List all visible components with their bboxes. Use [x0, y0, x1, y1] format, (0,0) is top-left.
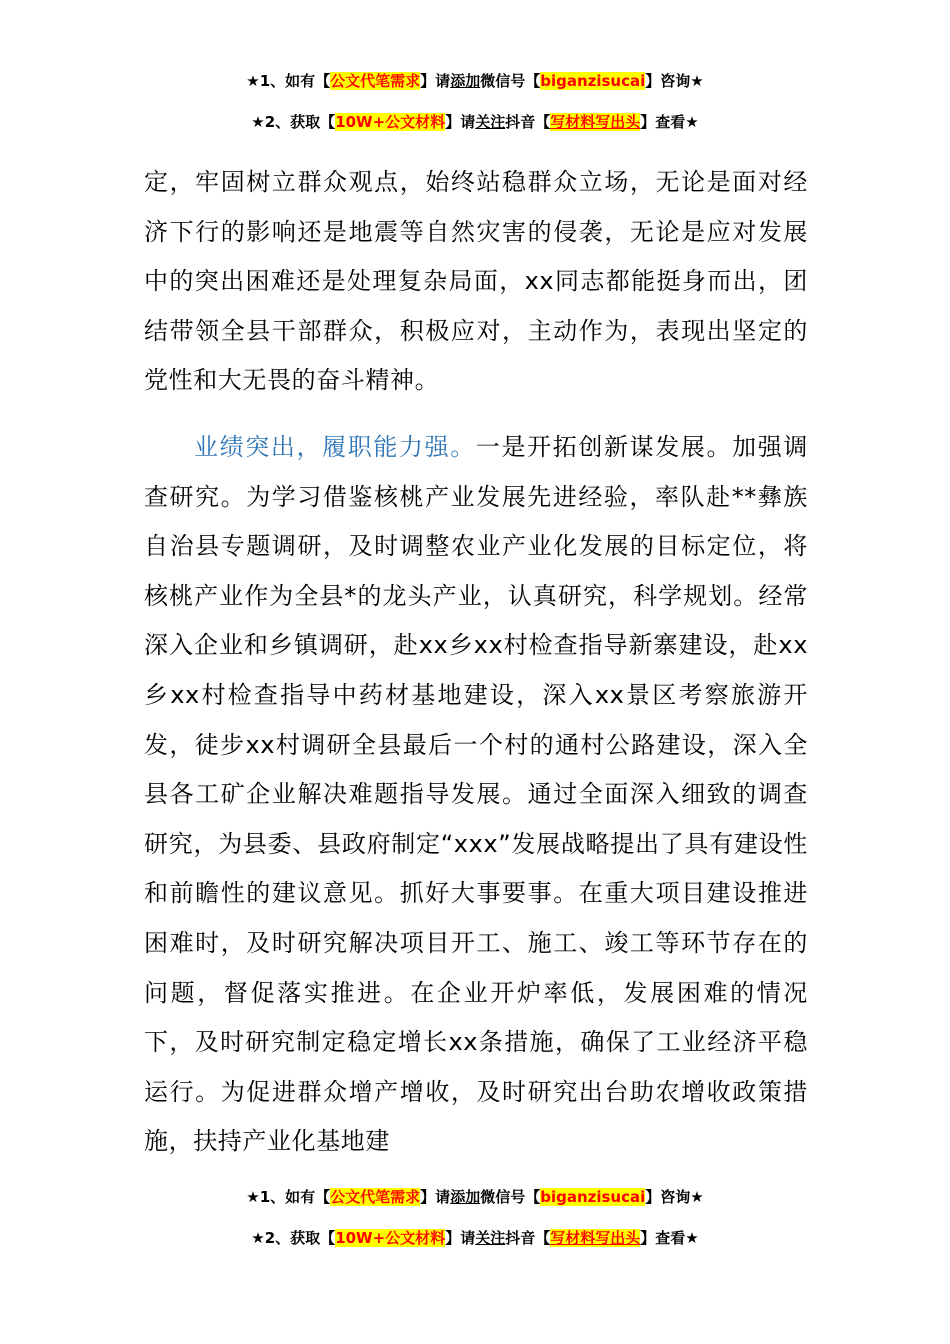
body-paragraph-1 [144, 158, 808, 406]
bottom-banner-line-2 [0, 1226, 950, 1250]
banner-mid: 抖音【 [505, 113, 551, 131]
banner-highlight-service: 公文代笔需求 [330, 72, 421, 90]
banner-underline-follow: 关注 [475, 113, 506, 131]
banner-mid: 】请 [420, 72, 451, 90]
paragraph-text: 定，牢固树立群众观点，始终站稳群众立场，无论是面对经济下行的影响还是地震等自然灾害的侵袭，无论是应对发展中的突出困难还是处理复杂局面，xx同志都能挺身而出，团结带领全县干部群众，积极应对，主动作为，表现出坚定的党性和大无畏的奋斗精神。 [144, 168, 808, 395]
banner-mid: 】请 [420, 1188, 451, 1206]
banner-underline-follow: 关注 [475, 1229, 506, 1247]
banner-underline-add: 添加 [450, 72, 481, 90]
banner-highlight-wechat-id: biganzisucai [540, 1188, 646, 1206]
banner-suffix: 】咨询★ [645, 72, 704, 90]
banner-highlight-douyin: 写材料写出头 [550, 1229, 641, 1247]
banner-highlight-wechat-id: biganzisucai [540, 72, 646, 90]
paragraph-with-heading [144, 423, 808, 1167]
banner-highlight-materials: 10W+公文材料 [335, 113, 446, 131]
banner-underline-add: 添加 [450, 1188, 481, 1206]
top-banner-line-2 [0, 110, 950, 134]
bottom-banner-line-1 [0, 1185, 950, 1209]
top-banner-line-1 [0, 69, 950, 93]
banner-suffix: 】查看★ [640, 113, 699, 131]
banner-prefix: ★2、获取【 [251, 1229, 336, 1247]
banner-prefix: ★1、如有【 [246, 72, 331, 90]
paragraph-text: 一是开拓创新谋发展。加强调查研究。为学习借鉴核桃产业发展先进经验，率队赴**彝族自治县专题调研，及时调整农业产业化发展的目标定位，将核桃产业作为全县*的龙头产业，认真研究，科学规划。经常深入企业和乡镇调研，赴xx乡xx村检查指导新寨建设，赴xx乡xx村检查指导中药材基地建设，深入xx景区考察旅游开发，徒步xx村调研全县最后一个村的通村公路建设，深入全县各工矿企业解决难题指导发展。通过全面深入细致的调查研究，为县委、县政府制定“xxx”发展战略提出了具有建设性和前瞻性的建议意见。抓好大事要事。在重大项目建设推进困难时，及时研究解决项目开工、施工、竣工等环节存在的问题，督促落实推进。在企业开炉率低，发展困难的情况下，及时研究制定稳定增长xx条措施，确保了工业经济平稳运行。为促进群众增产增收，及时研究出台助农增收政策措施，扶持产业化基地建 [144, 433, 808, 1156]
banner-mid: 抖音【 [505, 1229, 551, 1247]
inline-heading: 业绩突出，履职能力强。 [194, 433, 476, 461]
banner-prefix: ★1、如有【 [246, 1188, 331, 1206]
banner-suffix: 】咨询★ [645, 1188, 704, 1206]
banner-suffix: 】查看★ [640, 1229, 699, 1247]
banner-highlight-douyin: 写材料写出头 [550, 113, 641, 131]
banner-highlight-service: 公文代笔需求 [330, 1188, 421, 1206]
banner-mid: 微信号【 [480, 1188, 541, 1206]
banner-mid: 微信号【 [480, 72, 541, 90]
banner-prefix: ★2、获取【 [251, 113, 336, 131]
body-paragraph-2 [144, 423, 808, 1167]
banner-mid: 】请 [445, 113, 476, 131]
banner-mid: 】请 [445, 1229, 476, 1247]
banner-highlight-materials: 10W+公文材料 [335, 1229, 446, 1247]
